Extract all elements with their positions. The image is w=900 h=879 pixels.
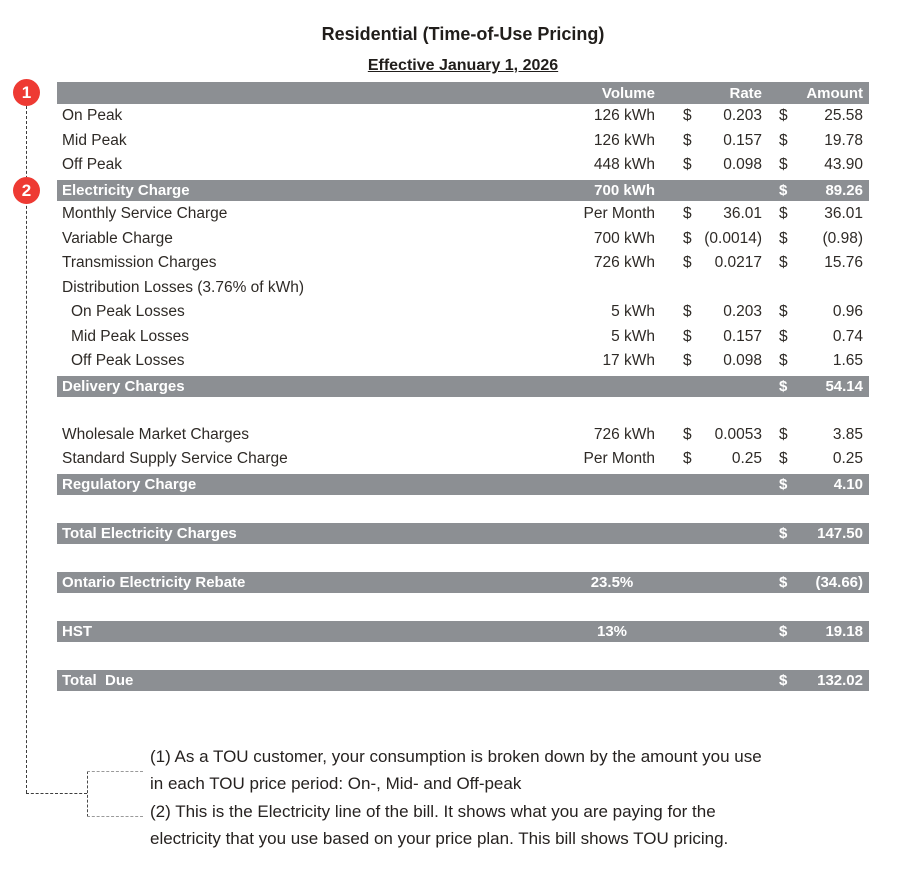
row-volume: 448 kWh <box>593 156 655 174</box>
row-volume <box>562 276 662 301</box>
callout-bracket-arm-bottom <box>87 816 143 817</box>
row-currency-rate: $ <box>683 352 692 370</box>
row-volume: 726 kWh <box>593 425 655 443</box>
row-label: On Peak Losses <box>71 303 185 321</box>
row-currency-amount: $ <box>779 131 788 149</box>
row-currency-amount: $ <box>779 327 788 345</box>
row-volume <box>562 474 662 495</box>
summary-band-row <box>57 668 869 693</box>
row-rate: 36.01 <box>723 205 762 223</box>
charge-row <box>57 423 869 448</box>
row-label: Mid Peak Losses <box>71 327 190 345</box>
row-currency-amount: $ <box>779 107 788 125</box>
callout-bracket-arm-top <box>87 771 143 772</box>
row-label: Total Electricity Charges <box>62 525 237 542</box>
row-rate <box>700 276 762 301</box>
row-currency-amount: $ <box>779 205 788 223</box>
row-volume <box>562 376 662 397</box>
spacer-row <box>57 643 869 668</box>
row-label: Ontario Electricity Rebate <box>62 574 246 591</box>
table-body <box>57 104 869 692</box>
row-label: Off Peak <box>62 156 123 174</box>
row-amount: 19.78 <box>824 131 863 149</box>
row-currency-amount <box>762 276 798 301</box>
row-volume <box>562 523 662 544</box>
row-currency-amount: $ <box>779 254 788 272</box>
row-amount: 19.18 <box>825 623 863 640</box>
row-amount: 132.02 <box>817 672 863 689</box>
row-currency-amount: $ <box>779 672 788 689</box>
row-currency-amount: $ <box>779 182 788 199</box>
charge-row <box>57 202 869 227</box>
row-label: Off Peak Losses <box>71 352 185 370</box>
row-label: HST <box>62 623 92 640</box>
row-rate <box>700 474 762 495</box>
row-label: Total Due <box>62 672 134 689</box>
row-label: Distribution Losses (3.76% of kWh) <box>62 278 305 296</box>
row-currency-rate: $ <box>683 156 692 174</box>
row-currency-rate: $ <box>683 107 692 125</box>
footnote-1-line-1: (1) As a TOU customer, your consumption is broken down by the amount you use <box>150 747 762 766</box>
charge-row <box>57 349 869 374</box>
footnote-1 <box>150 743 890 797</box>
charge-row <box>57 227 869 252</box>
row-volume: 700 kWh <box>594 182 655 199</box>
row-label: Mid Peak <box>62 131 127 149</box>
footnote-2-line-2: electricity that you use based on your price plan. This bill shows TOU pricing. <box>150 829 729 848</box>
footnote-2 <box>150 798 890 852</box>
row-rate: 0.203 <box>723 303 762 321</box>
row-label: Wholesale Market Charges <box>62 425 249 443</box>
column-header-spacer2 <box>762 82 798 104</box>
spacer-row <box>57 594 869 619</box>
row-currency-amount: $ <box>779 156 788 174</box>
row-rate: 0.0217 <box>714 254 762 272</box>
footnotes <box>150 743 890 853</box>
row-rate: 0.25 <box>731 450 762 468</box>
row-amount: 25.58 <box>824 107 863 125</box>
row-rate <box>700 523 762 544</box>
row-currency-rate: $ <box>683 303 692 321</box>
charge-row <box>57 447 869 472</box>
row-rate: 0.157 <box>723 131 762 149</box>
charge-row <box>57 153 869 178</box>
row-label: Transmission Charges <box>62 254 217 272</box>
callout-bracket-vertical <box>87 771 88 817</box>
row-volume: 726 kWh <box>593 254 655 272</box>
row-amount: 54.14 <box>825 378 863 395</box>
row-volume: 13% <box>596 623 628 640</box>
row-amount <box>798 276 869 301</box>
row-currency-amount: $ <box>779 352 788 370</box>
callout-connector-horizontal <box>26 793 87 794</box>
callout-badge-1: 1 <box>13 79 40 106</box>
row-currency-rate <box>662 276 700 301</box>
row-volume: 5 kWh <box>611 303 655 321</box>
row-volume <box>562 670 662 691</box>
row-currency-amount: $ <box>779 450 788 468</box>
spacer-row <box>57 398 869 423</box>
row-currency-rate: $ <box>683 425 692 443</box>
row-amount: 89.26 <box>825 182 863 199</box>
row-currency-rate <box>662 621 700 642</box>
table-header-row <box>57 82 869 104</box>
row-volume: 126 kWh <box>593 131 655 149</box>
row-currency-amount: $ <box>779 378 788 395</box>
row-currency-amount: $ <box>779 476 788 493</box>
row-currency-amount: $ <box>779 229 788 247</box>
row-rate <box>700 180 762 201</box>
row-rate: 0.098 <box>723 352 762 370</box>
footnote-1-line-2: in each TOU price period: On-, Mid- and Off-peak <box>150 774 522 793</box>
row-volume: 23.5% <box>590 574 634 591</box>
footnote-2-line-1: (2) This is the Electricity line of the bill. It shows what you are paying for the <box>150 802 716 821</box>
row-amount: 1.65 <box>832 352 863 370</box>
row-rate <box>700 376 762 397</box>
row-volume: 126 kWh <box>593 107 655 125</box>
row-amount: 3.85 <box>832 425 863 443</box>
row-currency-amount: $ <box>779 574 788 591</box>
row-label: Standard Supply Service Charge <box>62 450 288 468</box>
row-volume: 17 kWh <box>602 352 655 370</box>
row-currency-amount: $ <box>779 623 788 640</box>
row-amount: (34.66) <box>815 574 863 591</box>
row-volume: Per Month <box>583 205 655 223</box>
charge-row <box>57 251 869 276</box>
row-amount: 147.50 <box>817 525 863 542</box>
row-currency-rate: $ <box>683 327 692 345</box>
row-amount: (0.98) <box>822 229 863 247</box>
page-title: Residential (Time-of-Use Pricing) <box>321 24 605 44</box>
row-rate <box>700 572 762 593</box>
row-currency-amount: $ <box>779 425 788 443</box>
row-currency-amount: $ <box>779 525 788 542</box>
column-header-rate: Rate <box>729 84 762 102</box>
charge-row <box>57 325 869 350</box>
row-rate: 0.203 <box>723 107 762 125</box>
row-currency-rate <box>662 376 700 397</box>
column-header-blank <box>57 82 562 104</box>
row-label: Variable Charge <box>62 229 173 247</box>
row-amount: 0.96 <box>832 303 863 321</box>
charge-row <box>57 104 869 129</box>
row-amount: 43.90 <box>824 156 863 174</box>
column-header-spacer1 <box>662 82 700 104</box>
bill-table <box>57 82 869 692</box>
summary-band-row <box>57 374 869 399</box>
row-currency-rate <box>662 670 700 691</box>
row-rate: 0.098 <box>723 156 762 174</box>
row-volume: 700 kWh <box>593 229 655 247</box>
callout-connector-vertical <box>26 106 27 793</box>
summary-band-row <box>57 570 869 595</box>
effective-date: Effective January 1, 2026 <box>367 57 559 74</box>
charge-row <box>57 129 869 154</box>
row-currency-rate <box>662 572 700 593</box>
row-currency-rate: $ <box>683 450 692 468</box>
row-rate: 0.157 <box>723 327 762 345</box>
row-amount: 36.01 <box>824 205 863 223</box>
row-currency-rate: $ <box>683 205 692 223</box>
row-currency-rate: $ <box>683 254 692 272</box>
summary-band-row <box>57 619 869 644</box>
row-currency-rate <box>662 180 700 201</box>
charge-row <box>57 300 869 325</box>
row-currency-rate <box>662 474 700 495</box>
column-header-amount: Amount <box>806 84 863 102</box>
row-rate: 0.0053 <box>714 425 762 443</box>
row-amount: 0.74 <box>832 327 863 345</box>
row-volume: 5 kWh <box>611 327 655 345</box>
row-rate: (0.0014) <box>704 229 762 247</box>
spacer-row <box>57 496 869 521</box>
row-label: On Peak <box>62 107 123 125</box>
summary-band-row <box>57 521 869 546</box>
summary-band-row <box>57 178 869 203</box>
row-label: Regulatory Charge <box>62 476 197 493</box>
spacer-row <box>57 545 869 570</box>
row-amount: 4.10 <box>833 476 863 493</box>
row-amount: 15.76 <box>824 254 863 272</box>
row-currency-rate: $ <box>683 131 692 149</box>
summary-band-row <box>57 472 869 497</box>
row-volume: Per Month <box>583 450 655 468</box>
row-rate <box>700 621 762 642</box>
row-currency-amount: $ <box>779 303 788 321</box>
row-rate <box>700 670 762 691</box>
row-currency-rate <box>662 523 700 544</box>
row-currency-rate: $ <box>683 229 692 247</box>
column-header-volume: Volume <box>601 84 655 102</box>
callout-badge-2: 2 <box>13 177 40 204</box>
row-label: Monthly Service Charge <box>62 205 228 223</box>
row-label: Delivery Charges <box>62 378 185 395</box>
row-amount: 0.25 <box>832 450 863 468</box>
charge-row <box>57 276 869 301</box>
row-label: Electricity Charge <box>62 182 190 199</box>
